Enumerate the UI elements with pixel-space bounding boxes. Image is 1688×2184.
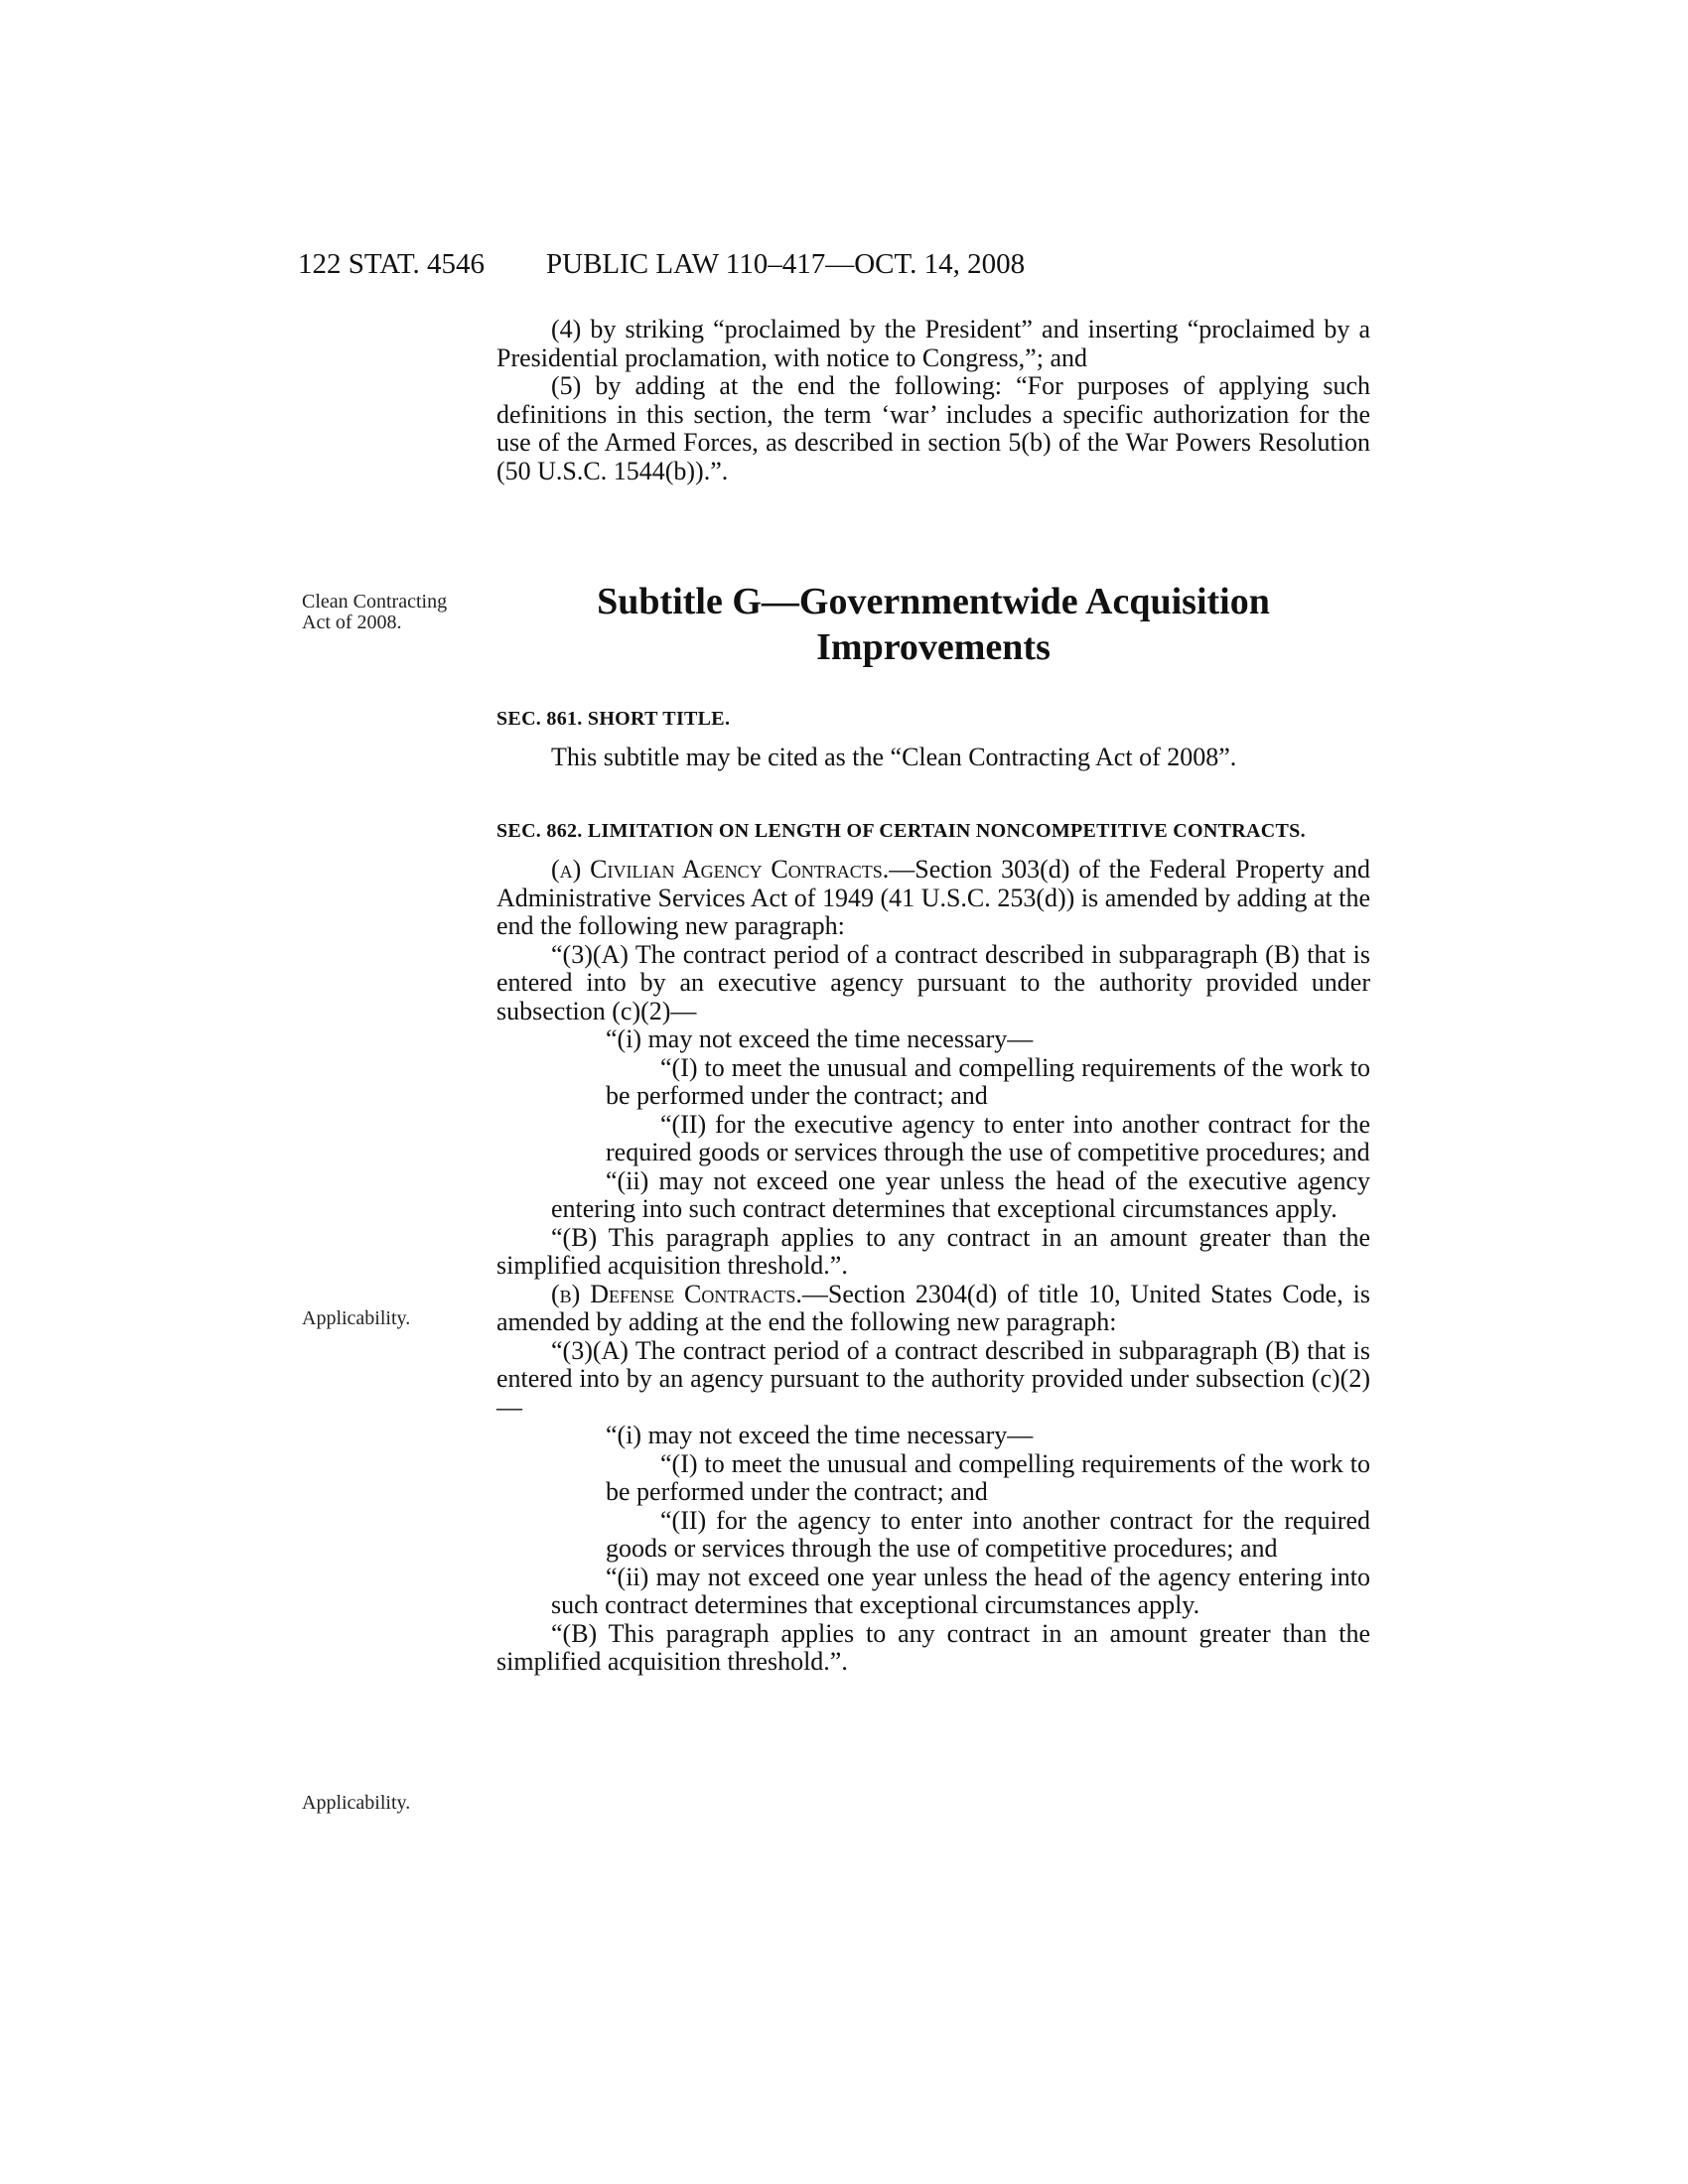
subsection-a-clause-i: “(i) may not exceed the time necessary— [606, 1024, 1034, 1053]
subsection-b [496, 1281, 1370, 1337]
subsection-b-subclause-I: “(I) to meet the unusual and compelling requirements of the work to be performed under the contract; and [606, 1448, 1370, 1506]
subtitle-line-1: Subtitle G—Governmentwide Acquisition [597, 581, 1270, 622]
subsection-a-paragraph-3A: “(3)(A) The contract period of a contract described in subparagraph (B) that is entered into by an executive agency pursuant to the authority provided under subsection (c)(2)— [496, 939, 1370, 1025]
subsection-b-clause-i: “(i) may not exceed the time necessary— [606, 1421, 1034, 1449]
public-law-citation: PUBLIC LAW 110–417—OCT. 14, 2008 [546, 248, 1026, 280]
paragraph-5: (5) by adding at the end the following: “For purposes of applying such definitions in this section, the term ‘war’ includes a specific authorization for the use of the Armed Forces, as described in section 5(b) of the War Powers Resolution (50 U.S.C. 1544(b)).”. [496, 371, 1370, 485]
margin-note-applicability-2: Applicability. [302, 1792, 411, 1814]
subsection-a-intro: —Section 303(d) of the Federal Property and Administrative Services Act of 1949 (41 U.S.C. 253(d)) is amended by adding at the end the following new paragraph: [496, 855, 1370, 940]
subsection-b-paragraph-B: “(B) This paragraph applies to any contract in an amount greater than the simplified acquisition threshold.”. [496, 1618, 1370, 1676]
subsection-a-paragraph-B: “(B) This paragraph applies to any contract in an amount greater than the simplified acquisition threshold.”. [496, 1222, 1370, 1280]
subtitle-heading [496, 579, 1370, 670]
margin-note-clean-contracting: Clean Contracting Act of 2008. [302, 591, 448, 633]
subsection-b-label: (b) Defense Contracts. [551, 1279, 802, 1308]
sec-862-heading: SEC. 862. LIMITATION ON LENGTH OF CERTAIN NONCOMPETITIVE CONTRACTS. [496, 820, 1306, 842]
page-header [298, 248, 1390, 288]
subsection-a [496, 856, 1370, 941]
subsection-b-paragraph-3A: “(3)(A) The contract period of a contract described in subparagraph (B) that is entered into by an agency pursuant to the authority provided under subsection (c)(2)— [496, 1335, 1370, 1422]
section-862 [496, 819, 1370, 1677]
paragraph-4: (4) by striking “proclaimed by the President” and inserting “proclaimed by a Presidential proclamation, with notice to Congress,”; and [496, 315, 1370, 372]
subsection-a-label: (a) Civilian Agency Contracts. [551, 855, 890, 884]
subsection-a-clause-ii: “(ii) may not exceed one year unless the head of the executive agency entering into such contract determines that exceptional circumstances apply. [551, 1165, 1370, 1223]
subsection-b-subclause-II: “(II) for the agency to enter into another contract for the required goods or services through the use of competitive procedures; and [606, 1505, 1370, 1563]
stat-page-number: 122 STAT. 4546 [298, 248, 486, 280]
section-861 [496, 707, 1370, 772]
sec-861-text: This subtitle may be cited as the “Clean Contracting Act of 2008”. [551, 743, 1237, 771]
subtitle-line-2: Improvements [816, 626, 1051, 668]
subsection-a-subclause-I: “(I) to meet the unusual and compelling requirements of the work to be performed under the contract; and [606, 1052, 1370, 1110]
subsection-b-clause-ii: “(ii) may not exceed one year unless the head of the agency entering into such contract determines that exceptional circumstances apply. [551, 1562, 1370, 1619]
subsection-a-subclause-II: “(II) for the executive agency to enter into another contract for the required goods or services through the use of competitive procedures; and [606, 1109, 1370, 1166]
margin-note-applicability-1: Applicability. [302, 1307, 411, 1329]
sec-861-heading: SEC. 861. SHORT TITLE. [496, 708, 731, 730]
subsection-b-intro: —Section 2304(d) of title 10, United States Code, is amended by adding at the end the following new paragraph: [496, 1279, 1370, 1336]
intro-paragraphs [496, 316, 1370, 485]
